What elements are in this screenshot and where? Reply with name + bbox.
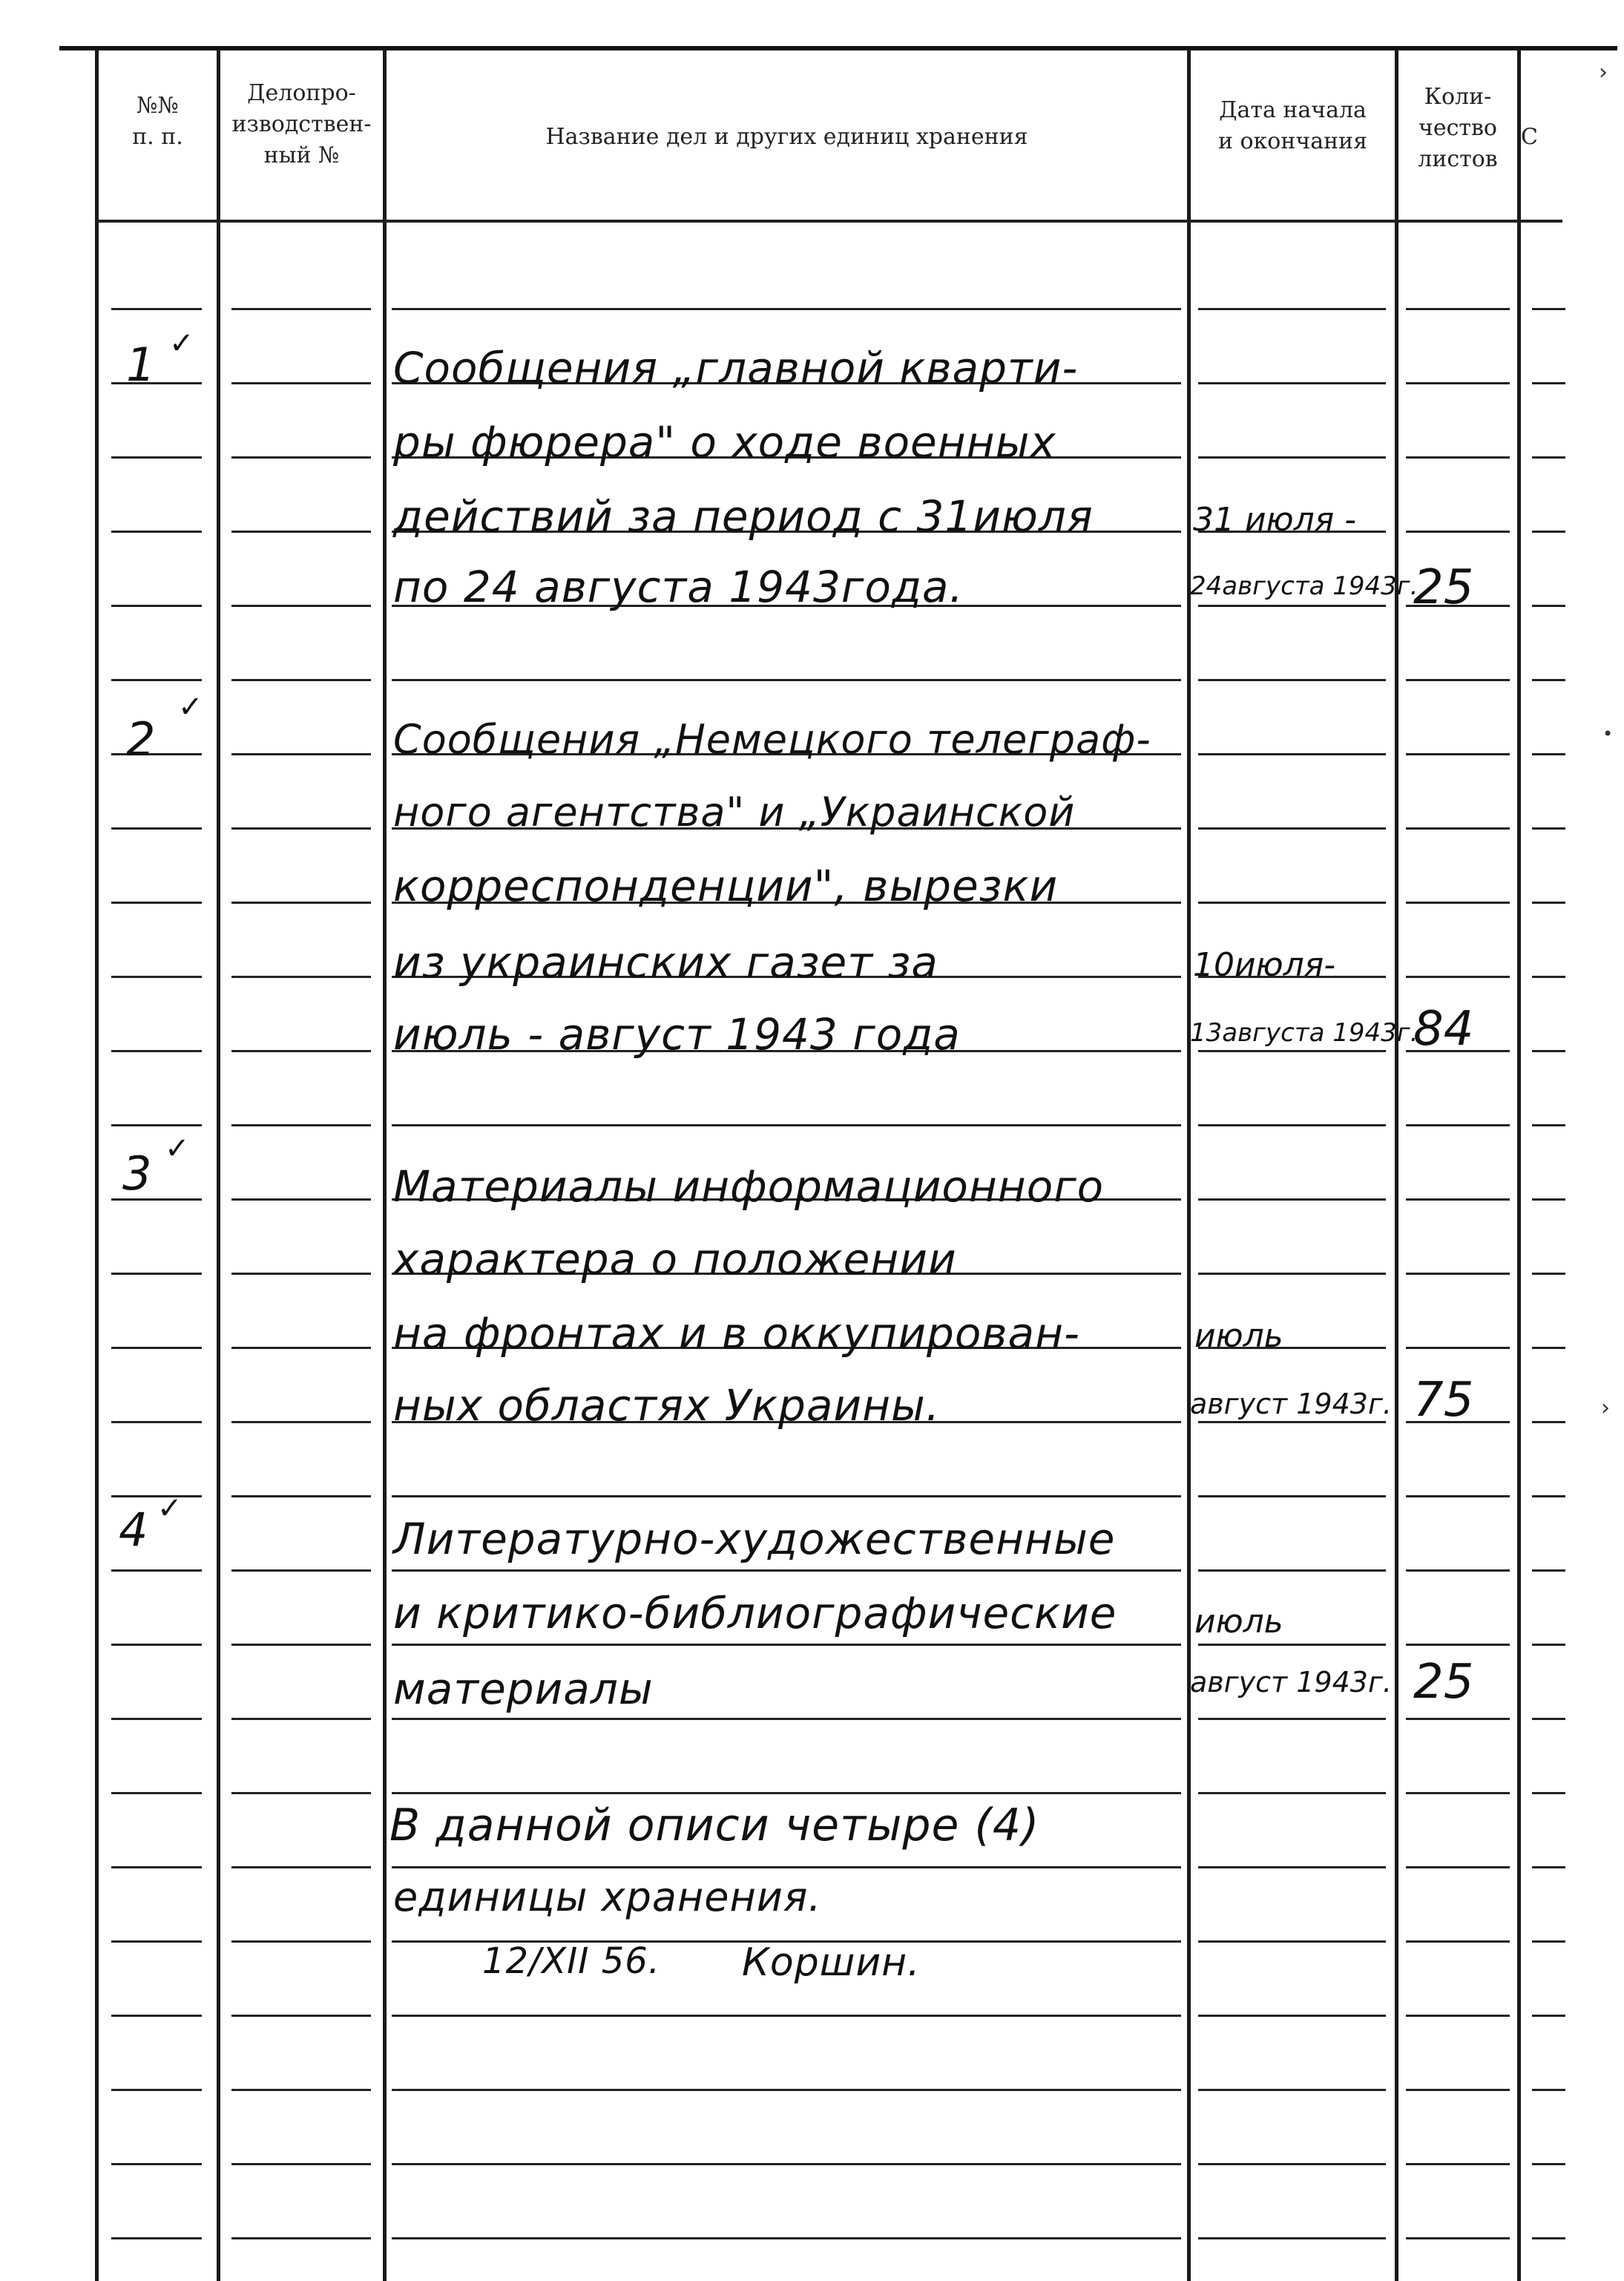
rule-line [231,753,371,755]
rule-line [1406,2015,1510,2017]
rule-line [1406,902,1510,904]
rule-line [231,1198,371,1201]
header-title: Название дел и других единиц хранения [545,124,1028,150]
rule-line [1532,1124,1565,1126]
entry-2-title-line-4: из украинских газет за [393,937,938,988]
entry-2-title-line-2: ного агентства" и „Украинской [393,789,1076,836]
top-rule [59,46,1617,50]
rule-line [1198,1421,1386,1423]
rule-line [1406,753,1510,755]
header-number: №№ п. п. [132,93,183,150]
rule-line [1532,827,1565,830]
rule-line [111,1347,202,1349]
rule-line [1406,1124,1510,1126]
rule-line [111,1569,202,1572]
rule-line [111,827,202,830]
rule-line [111,1273,202,1275]
rule-line [1532,2089,1565,2091]
header-next-column: С [1521,124,1538,150]
rule-line [1532,382,1565,384]
rule-line [1406,456,1510,459]
entry-4-date-start: июль [1194,1603,1283,1641]
rule-line [231,1050,371,1052]
rule-line [392,2237,1181,2239]
rule-line [1532,2015,1565,2017]
header-bottom-rule [95,220,1562,223]
rule-line [1406,1792,1510,1794]
rule-line [392,1866,1181,1868]
rule-line [111,1718,202,1720]
entry-2-check-mark: ✓ [178,690,203,724]
rule-line [111,1050,202,1052]
rule-line [1198,1198,1386,1201]
entry-1-number: 1 [126,338,156,392]
rule-line [1198,1644,1386,1646]
rule-line [231,531,371,533]
col-divider-4 [1395,49,1398,2281]
rule-line [392,2163,1181,2165]
header-office-number: Делопро- изводствен- ный № [231,80,372,168]
rule-line [1532,456,1565,459]
rule-line [1532,308,1565,310]
rule-line [1198,1495,1386,1497]
rule-line [1406,1569,1510,1572]
edge-mark: › [1599,59,1608,85]
rule-line [1406,308,1510,310]
rule-line [1406,976,1510,978]
col-divider-1 [217,49,220,2281]
rule-line [231,1644,371,1646]
entry-3-date-end: август 1943г. [1190,1388,1392,1420]
rule-line [1198,2015,1386,2017]
rule-line [392,1569,1181,1572]
entry-3-sheet-count: 75 [1413,1373,1474,1428]
edge-mark: › [1601,1395,1610,1421]
rule-line [231,1718,371,1720]
rule-line [111,2237,202,2239]
rule-line [1532,2237,1565,2239]
rule-line [392,1124,1181,1126]
rule-line [111,531,202,533]
entry-3-number: 3 [122,1146,152,1201]
rule-line [1198,1866,1386,1868]
rule-line [392,1718,1181,1720]
entry-4-title-line-3: материалы [393,1664,654,1714]
entry-3-title-line-4: ных областях Украины. [393,1380,941,1431]
rule-line [1406,2237,1510,2239]
rule-line [111,2089,202,2091]
rule-line [1406,2089,1510,2091]
rule-line [1406,2163,1510,2165]
header-dates: Дата начала и окончания [1217,97,1368,154]
header-sheets: Коли- чество листов [1418,84,1498,172]
rule-line [1532,1495,1565,1497]
entry-2-number: 2 [126,712,156,767]
entry-2-sheet-count: 84 [1413,1002,1474,1057]
rule-line [231,2163,371,2165]
rule-line [1532,679,1565,681]
col-divider-5 [1517,49,1521,2281]
rule-line [1198,456,1386,459]
col-divider-2 [383,49,387,2281]
rule-line [1406,1495,1510,1497]
rule-line [111,382,202,384]
entry-1-check-mark: ✓ [169,326,194,361]
rule-line [111,308,202,310]
rule-line [231,1124,371,1126]
rule-line [1198,679,1386,681]
rule-line [1198,382,1386,384]
entry-1-sheet-count: 25 [1413,560,1474,615]
rule-line [1532,1718,1565,1720]
entry-3-check-mark: ✓ [165,1132,190,1166]
entry-3-title-line-1: Материалы информационного [393,1161,1105,1212]
entry-1-date-end: 24августа 1943г. [1190,571,1418,601]
rule-line [111,456,202,459]
rule-line [392,1495,1181,1497]
rule-line [1406,1273,1510,1275]
rule-line [392,679,1181,681]
rule-line [1406,679,1510,681]
rule-line [392,2015,1181,2017]
rule-line [231,456,371,459]
entry-1-title-line-4: по 24 августа 1943года. [393,562,964,612]
entry-4-sheet-count: 25 [1413,1655,1474,1710]
rule-line [1198,753,1386,755]
rule-line [111,1644,202,1646]
rule-line [1198,1940,1386,1943]
closing-note-signature: Коршин. [742,1940,921,1985]
rule-line [231,382,371,384]
rule-line [231,1347,371,1349]
rule-line [231,1421,371,1423]
entry-1-title-line-2: ры фюрера" о ходе военных [393,417,1056,467]
rule-line [1406,1198,1510,1201]
rule-line [1198,2163,1386,2165]
entry-2-title-line-3: корреспонденции", вырезки [393,861,1059,911]
closing-note-line-2: единицы хранения. [393,1874,822,1920]
rule-line [392,1792,1181,1794]
rule-line [111,1495,202,1497]
rule-line [392,308,1181,310]
rule-line [1406,382,1510,384]
rule-line [231,679,371,681]
rule-line [111,753,202,755]
entry-4-number: 4 [119,1503,148,1557]
rule-line [231,2237,371,2239]
entry-3-title-line-2: характера о положении [393,1234,957,1284]
rule-line [1198,902,1386,904]
rule-line [231,1569,371,1572]
rule-line [1532,2163,1565,2165]
rule-line [1532,902,1565,904]
rule-line [1198,2237,1386,2239]
col-divider-3 [1187,49,1191,2281]
entry-4-title-line-2: и критико-библиографические [393,1588,1117,1638]
rule-line [1406,1718,1510,1720]
entry-1-title-line-3: действий за период с 31июля [393,491,1094,542]
entry-2-date-start: 10июля- [1193,946,1336,984]
rule-line [111,1124,202,1126]
rule-line [111,2163,202,2165]
rule-line [1198,827,1386,830]
entry-4-title-line-1: Литературно-художественные [393,1514,1116,1564]
rule-line [1532,1940,1565,1943]
rule-line [1532,1273,1565,1275]
rule-line [231,2089,371,2091]
rule-line [111,1940,202,1943]
rule-line [1198,1050,1386,1052]
entry-4-check-mark: ✓ [157,1491,183,1526]
rule-line [1406,1866,1510,1868]
rule-line [1406,1644,1510,1646]
rule-line [1406,1347,1510,1349]
left-border [95,49,99,2281]
entry-2-title-line-5: июль - август 1943 года [393,1009,961,1060]
rule-line [392,2089,1181,2091]
rule-line [231,1792,371,1794]
edge-mark: • [1602,723,1614,744]
rule-line [1532,1198,1565,1201]
rule-line [231,1866,371,1868]
rule-line [1532,605,1565,607]
rule-line [1406,531,1510,533]
closing-note-date: 12/XII 56. [482,1940,661,1982]
rule-line [1532,753,1565,755]
entry-3-title-line-3: на фронтах и в оккупирован- [393,1308,1080,1359]
rule-line [111,605,202,607]
rule-line [231,976,371,978]
entry-1-date-start: 31 июля - [1193,501,1357,539]
rule-line [1532,976,1565,978]
rule-line [1532,1347,1565,1349]
rule-line [1532,1866,1565,1868]
rule-line [111,2015,202,2017]
rule-line [1532,1644,1565,1646]
rule-line [231,902,371,904]
closing-note-line-1: В данной описи четыре (4) [389,1799,1040,1851]
rule-line [231,1273,371,1275]
rule-line [231,308,371,310]
rule-line [111,976,202,978]
rule-line [1532,531,1565,533]
rule-line [111,1866,202,1868]
rule-line [231,1495,371,1497]
rule-line [1198,2089,1386,2091]
rule-line [1532,1421,1565,1423]
rule-line [1532,1050,1565,1052]
rule-line [111,902,202,904]
rule-line [111,1421,202,1423]
rule-line [1198,308,1386,310]
entry-2-title-line-1: Сообщения „Немецкого телеграф- [393,716,1151,763]
rule-line [1532,1569,1565,1572]
rule-line [1198,1124,1386,1126]
entry-3-date-start: июль [1194,1317,1283,1355]
rule-line [1198,605,1386,607]
rule-line [111,1792,202,1794]
rule-line [1406,827,1510,830]
rule-line [1198,1718,1386,1720]
entry-4-date-end: август 1943г. [1190,1666,1392,1699]
rule-line [231,1940,371,1943]
rule-line [1198,1273,1386,1275]
rule-line [392,1644,1181,1646]
entry-1-title-line-1: Сообщения „главной кварти- [393,343,1079,393]
rule-line [1198,1792,1386,1794]
rule-line [111,679,202,681]
rule-line [231,605,371,607]
entry-2-date-end: 13августа 1943г. [1190,1018,1418,1048]
rule-line [1198,1569,1386,1572]
rule-line [1532,1792,1565,1794]
rule-line [231,2015,371,2017]
rule-line [231,827,371,830]
rule-line [1406,1940,1510,1943]
